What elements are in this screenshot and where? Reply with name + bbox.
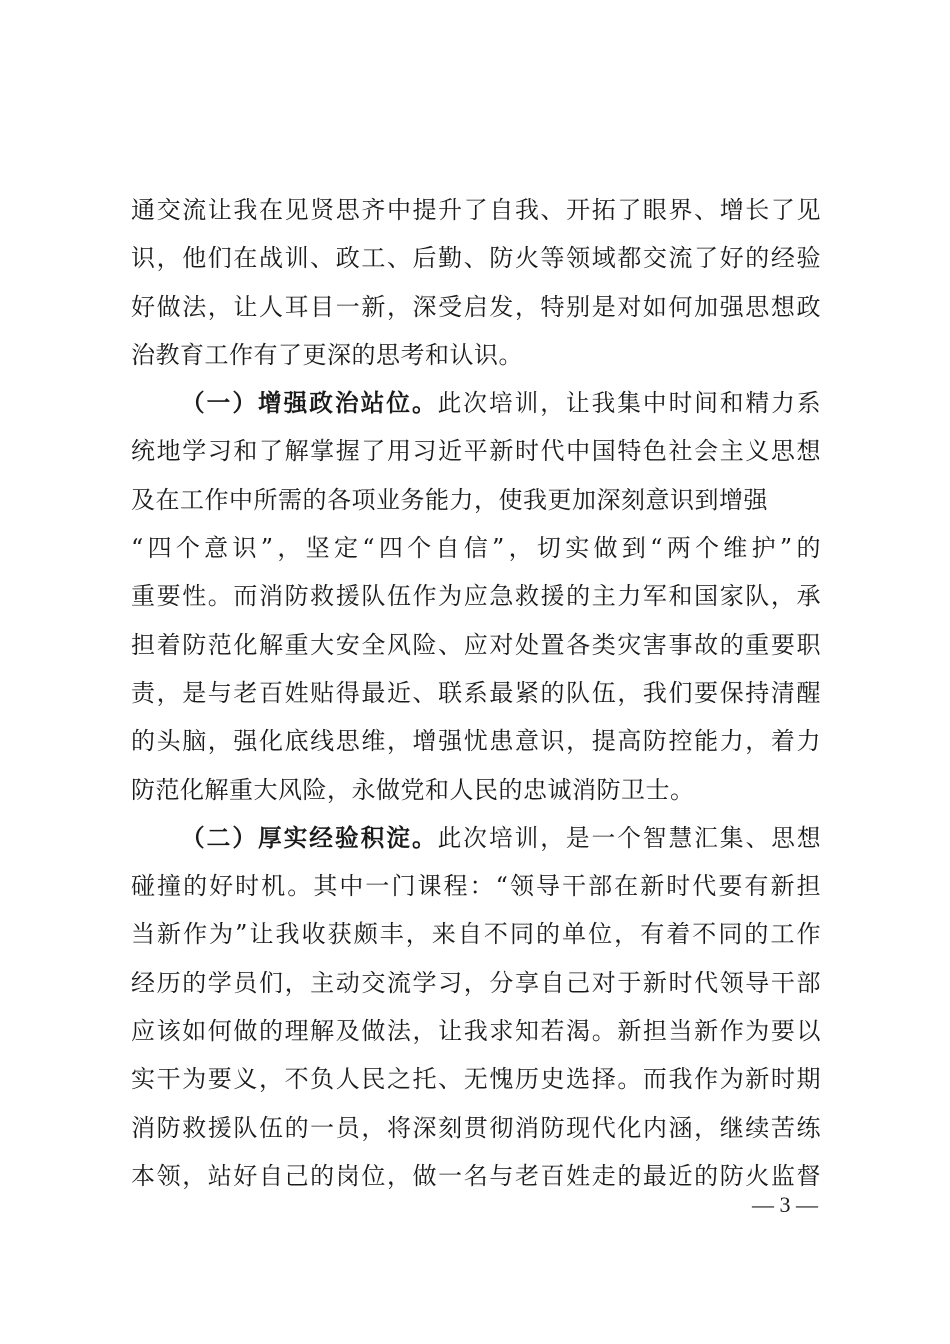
- text-line: 消防救援队伍的一员，将深刻贯彻消防现代化内涵，继续苦练: [131, 1113, 821, 1142]
- section-heading-line: （一）增强政治站位。此次培训，让我集中时间和精力系: [181, 389, 821, 418]
- text-line: “四个意识”，坚定“四个自信”，切实做到“两个维护”的: [131, 534, 821, 563]
- document-body: [131, 186, 821, 1200]
- text-line: 本领，站好自己的岗位，做一名与老百姓走的最近的防火监督: [131, 1161, 821, 1190]
- text-line: 识，他们在战训、政工、后勤、防火等领域都交流了好的经验: [131, 244, 821, 273]
- section-heading-1: （一）增强政治站位。: [181, 389, 438, 418]
- text-line: 碰撞的好时机。其中一门课程：“领导干部在新时代要有新担: [131, 872, 821, 901]
- text-line: 实干为要义，不负人民之托、无愧历史选择。而我作为新时期: [131, 1065, 821, 1094]
- text-line: 及在工作中所需的各项业务能力，使我更加深刻意识到增强: [131, 485, 768, 514]
- text-line: 好做法，让人耳目一新，深受启发，特别是对如何加强思想政: [131, 292, 821, 321]
- text-line: 当新作为”让我收获颇丰，来自不同的单位，有着不同的工作: [131, 920, 821, 949]
- text-line: 重要性。而消防救援队伍作为应急救援的主力军和国家队，承: [131, 582, 821, 611]
- text-line: 防范化解重大风险，永做党和人民的忠诚消防卫士。: [131, 775, 695, 804]
- section-heading-2: （二）厚实经验积淀。: [181, 823, 438, 852]
- text-line: 担着防范化解重大安全风险、应对处置各类灾害事故的重要职: [131, 630, 821, 659]
- text-line: 通交流让我在见贤思齐中提升了自我、开拓了眼界、增长了见: [131, 196, 821, 224]
- section-heading-line: （二）厚实经验积淀。此次培训，是一个智慧汇集、思想: [181, 823, 821, 852]
- page-number: — 3 —: [752, 1192, 818, 1217]
- text-line: 治教育工作有了更深的思考和认识。: [131, 340, 523, 369]
- text-line: 统地学习和了解掌握了用习近平新时代中国特色社会主义思想: [131, 437, 821, 466]
- text-line: 经历的学员们，主动交流学习，分享自己对于新时代领导干部: [131, 968, 821, 997]
- text-line: 责，是与老百姓贴得最近、联系最紧的队伍，我们要保持清醒: [131, 678, 821, 707]
- text-line: 应该如何做的理解及做法，让我求知若渴。新担当新作为要以: [131, 1017, 821, 1046]
- text-line: 的头脑，强化底线思维，增强忧患意识，提高防控能力，着力: [131, 727, 821, 756]
